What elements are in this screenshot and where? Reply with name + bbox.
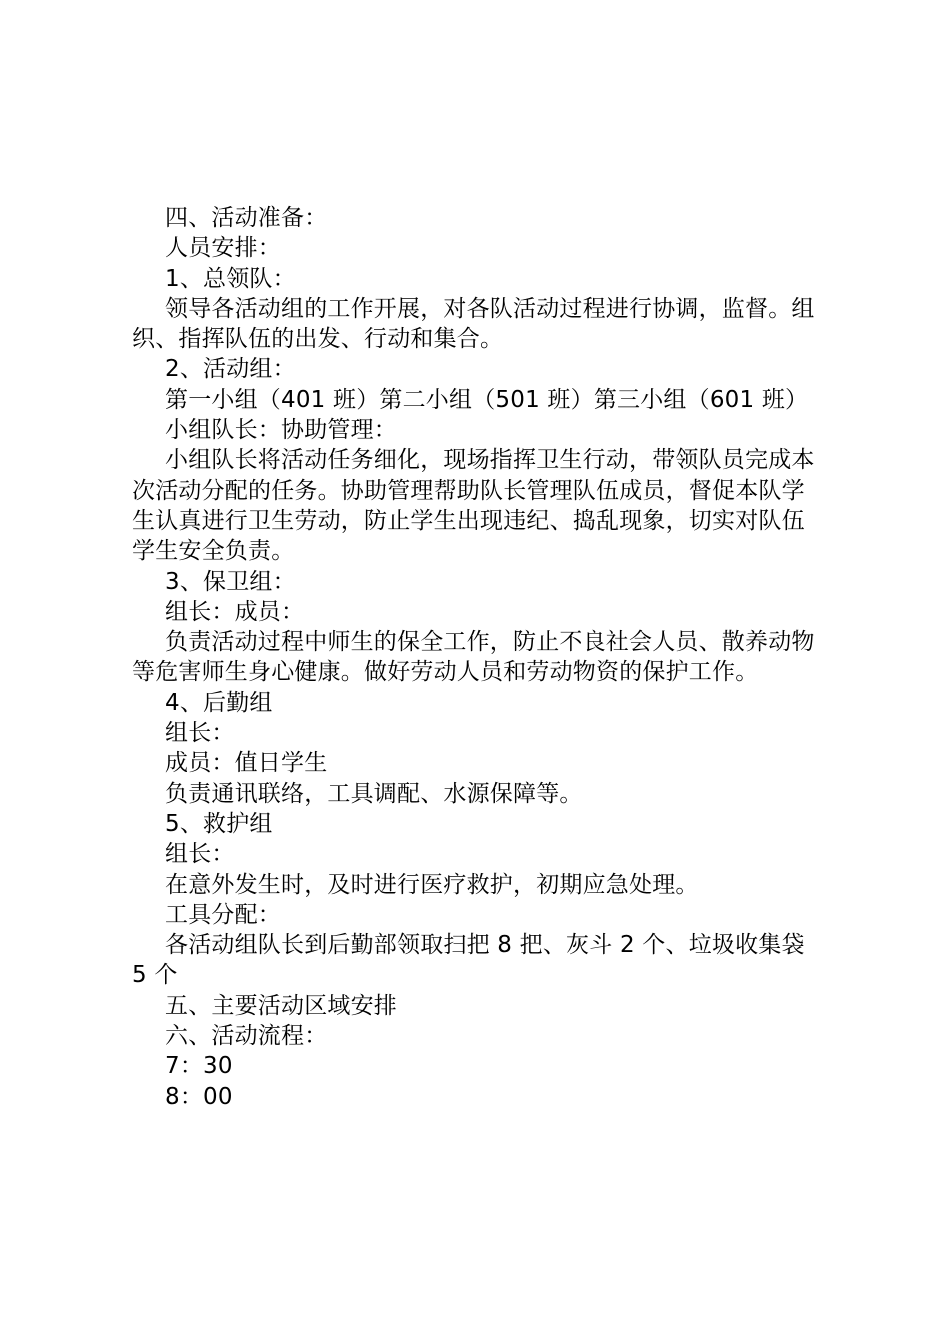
paragraph-chief-leader-duties: 领导各活动组的工作开展，对各队活动过程进行协调，监督。组织、指挥队伍的出发、行动和集合。 (132, 295, 815, 353)
item-heading-rescue-group: 5、救护组 (165, 810, 273, 837)
item-heading-activity-group: 2、活动组： (165, 356, 296, 383)
section-heading-preparation: 四、活动准备： (165, 205, 328, 231)
paragraph-security-roles: 组长：成员： (165, 598, 305, 625)
paragraph-group-roles: 小组队长：协助管理： (165, 417, 397, 444)
item-heading-logistics-group: 4、后勤组 (165, 689, 273, 716)
schedule-time-1: 7：30 (165, 1053, 233, 1080)
item-heading-chief-leader: 1、总领队： (165, 265, 296, 292)
paragraph-group-classes: 第一小组（401 班）第二小组（501 班）第三小组（601 班） (165, 386, 809, 413)
subheading-tool-allocation: 工具分配： (165, 901, 281, 928)
paragraph-logistics-leader: 组长： (165, 720, 235, 747)
schedule-time-2: 8：00 (165, 1083, 233, 1110)
paragraph-rescue-leader: 组长： (165, 841, 235, 868)
paragraph-group-duties: 小组队长将活动任务细化，现场指挥卫生行动，带领队员完成本次活动分配的任务。协助管理帮助队长管理队伍成员，督促本队学生认真进行卫生劳动，防止学生出现违纪、捣乱现象，切实对队伍学生安全负责。 (132, 447, 815, 565)
section-heading-activity-areas: 五、主要活动区域安排 (165, 992, 397, 1019)
section-heading-activity-flow: 六、活动流程： (165, 1023, 328, 1050)
paragraph-logistics-members: 成员：值日学生 (165, 750, 328, 777)
paragraph-tool-allocation: 各活动组队长到后勤部领取扫把 8 把、灰斗 2 个、垃圾收集袋 5 个 (132, 932, 805, 989)
document-body (132, 203, 822, 1112)
item-heading-security-group: 3、保卫组： (165, 568, 296, 595)
subheading-staffing: 人员安排： (165, 235, 281, 262)
paragraph-rescue-duties: 在意外发生时，及时进行医疗救护，初期应急处理。 (165, 871, 699, 898)
paragraph-logistics-duties: 负责通讯联络，工具调配、水源保障等。 (165, 780, 583, 807)
paragraph-security-duties: 负责活动过程中师生的保全工作，防止不良社会人员、散养动物等危害师生身心健康。做好劳动人员和劳动物资的保护工作。 (132, 629, 815, 686)
